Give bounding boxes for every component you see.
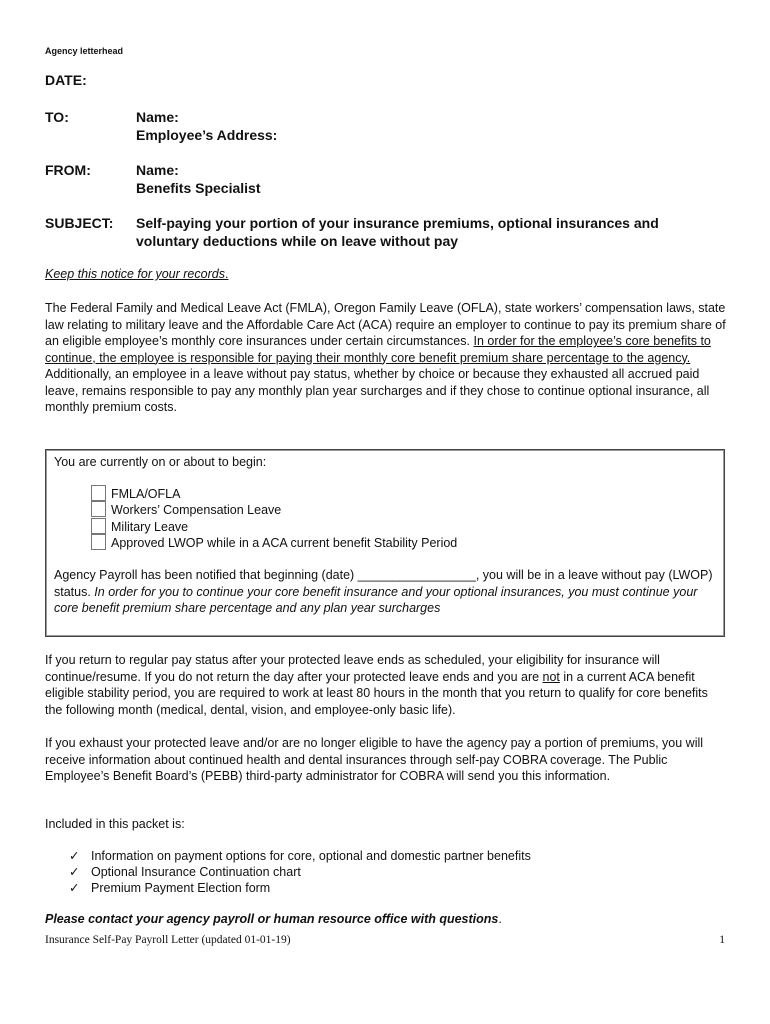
- subject-line-2: voluntary deductions while on leave without pay: [136, 233, 459, 249]
- keep-notice: Keep this notice for your records.: [45, 267, 229, 281]
- checkbox-workers-comp[interactable]: [91, 501, 106, 517]
- option-workers-comp-label: Workers’ Compensation Leave: [111, 503, 282, 517]
- agency-letterhead: Agency letterhead: [45, 46, 124, 56]
- included-item: [69, 880, 270, 895]
- subject-line-1: Self-paying your portion of your insurance premiums, optional insurances and: [136, 215, 659, 231]
- included-item: [69, 848, 531, 863]
- payroll-text: Agency Payroll has been notified that beginning (date) _________________, you will be in a leave without pay (LWOP) status.: [54, 568, 713, 599]
- option-lwop[interactable]: [91, 534, 457, 550]
- included-item-text: Premium Payment Election form: [91, 881, 271, 895]
- leave-box-lead: You are currently on or about to begin:: [54, 455, 267, 469]
- option-workers-comp[interactable]: [91, 501, 281, 517]
- option-fmla-label: FMLA/OFLA: [111, 487, 181, 501]
- intro-paragraph: [45, 300, 727, 416]
- checkmark-icon: ✓: [69, 865, 80, 879]
- checkbox-lwop[interactable]: [91, 534, 106, 550]
- option-military-label: Military Leave: [111, 520, 189, 534]
- leave-status-box: [45, 449, 725, 637]
- page-number: 1: [719, 934, 725, 946]
- return-paragraph: [45, 652, 727, 718]
- payroll-notification: [54, 567, 718, 617]
- intro-text-2: Additionally, an employee in a leave without pay status, whether by choice or because they exhausted all accrued paid leave, remains responsible to pay any monthly plan year surcharges and if they chose to continue optional insurance, all monthly premium costs.: [45, 367, 710, 414]
- option-military[interactable]: [91, 518, 188, 534]
- from-title: Benefits Specialist: [136, 180, 261, 196]
- to-address: Employee’s Address:: [136, 127, 278, 143]
- checkmark-icon: ✓: [69, 881, 80, 895]
- exhaust-paragraph: If you exhaust your protected leave and/or are no longer eligible to have the agency pay a portion of premiums, you will receive information about continued health and dental insurances through self-pay COBRA coverage. The Public Employee’s Benefit Board’s (PEBB) third-party administrator for COBRA will send you this information.: [45, 736, 704, 783]
- included-label: Included in this packet is:: [45, 817, 185, 831]
- subject-label: SUBJECT:: [45, 215, 114, 231]
- footer-title: Insurance Self-Pay Payroll Letter (updated 01-01-19): [45, 934, 291, 946]
- return-underlined: not: [542, 669, 560, 684]
- date-label: DATE:: [45, 72, 87, 88]
- closing-line: Please contact your agency payroll or human resource office with questions.: [45, 912, 502, 926]
- return-text-1: If you return to regular pay status after your protected leave ends as scheduled, your eligibility for insurance will continue/resume. If you do not return the day after your protected leave ends and you are: [45, 653, 660, 684]
- checkmark-icon: ✓: [69, 849, 80, 863]
- return-text-2: in a current ACA benefit eligible stability period, you are required to work at least 80 hours in the month that you return to qualify for core benefits the following month (medical, dental, vision, and employee-only basic life).: [45, 669, 708, 717]
- intro-underlined: In order for the employee’s core benefits to continue, the employee is responsible for paying their monthly core benefit premium share percentage to the agency.: [45, 334, 711, 365]
- from-name: Name:: [136, 162, 179, 178]
- intro-text-1: The Federal Family and Medical Leave Act (FMLA), Oregon Family Leave (OFLA), state workers’ compensation laws, state law relating to military leave and the Affordable Care Act (ACA) require an employer to continue to pay its premium share of an eligible employee’s monthly core insurances under certain circumstances.: [45, 301, 726, 348]
- included-item: [69, 864, 301, 879]
- page-footer: [45, 934, 725, 946]
- option-fmla[interactable]: [91, 485, 180, 501]
- closing-text: Please contact your agency payroll or human resource office with questions: [45, 912, 499, 926]
- to-name: Name:: [136, 109, 179, 125]
- option-lwop-label: Approved LWOP while in a ACA current benefit Stability Period: [111, 536, 458, 550]
- to-label: TO:: [45, 109, 69, 125]
- payroll-italic: In order for you to continue your core benefit insurance and your optional insurances, you must continue your core benefit premium share percentage and any plan year surcharges: [54, 584, 698, 615]
- keep-notice-text: Keep this notice for your records: [45, 267, 225, 281]
- checkbox-fmla[interactable]: [91, 485, 106, 501]
- included-item-text: Optional Insurance Continuation chart: [91, 865, 301, 879]
- from-label: FROM:: [45, 162, 91, 178]
- included-item-text: Information on payment options for core, optional and domestic partner benefits: [91, 849, 531, 863]
- checkbox-military[interactable]: [91, 518, 106, 534]
